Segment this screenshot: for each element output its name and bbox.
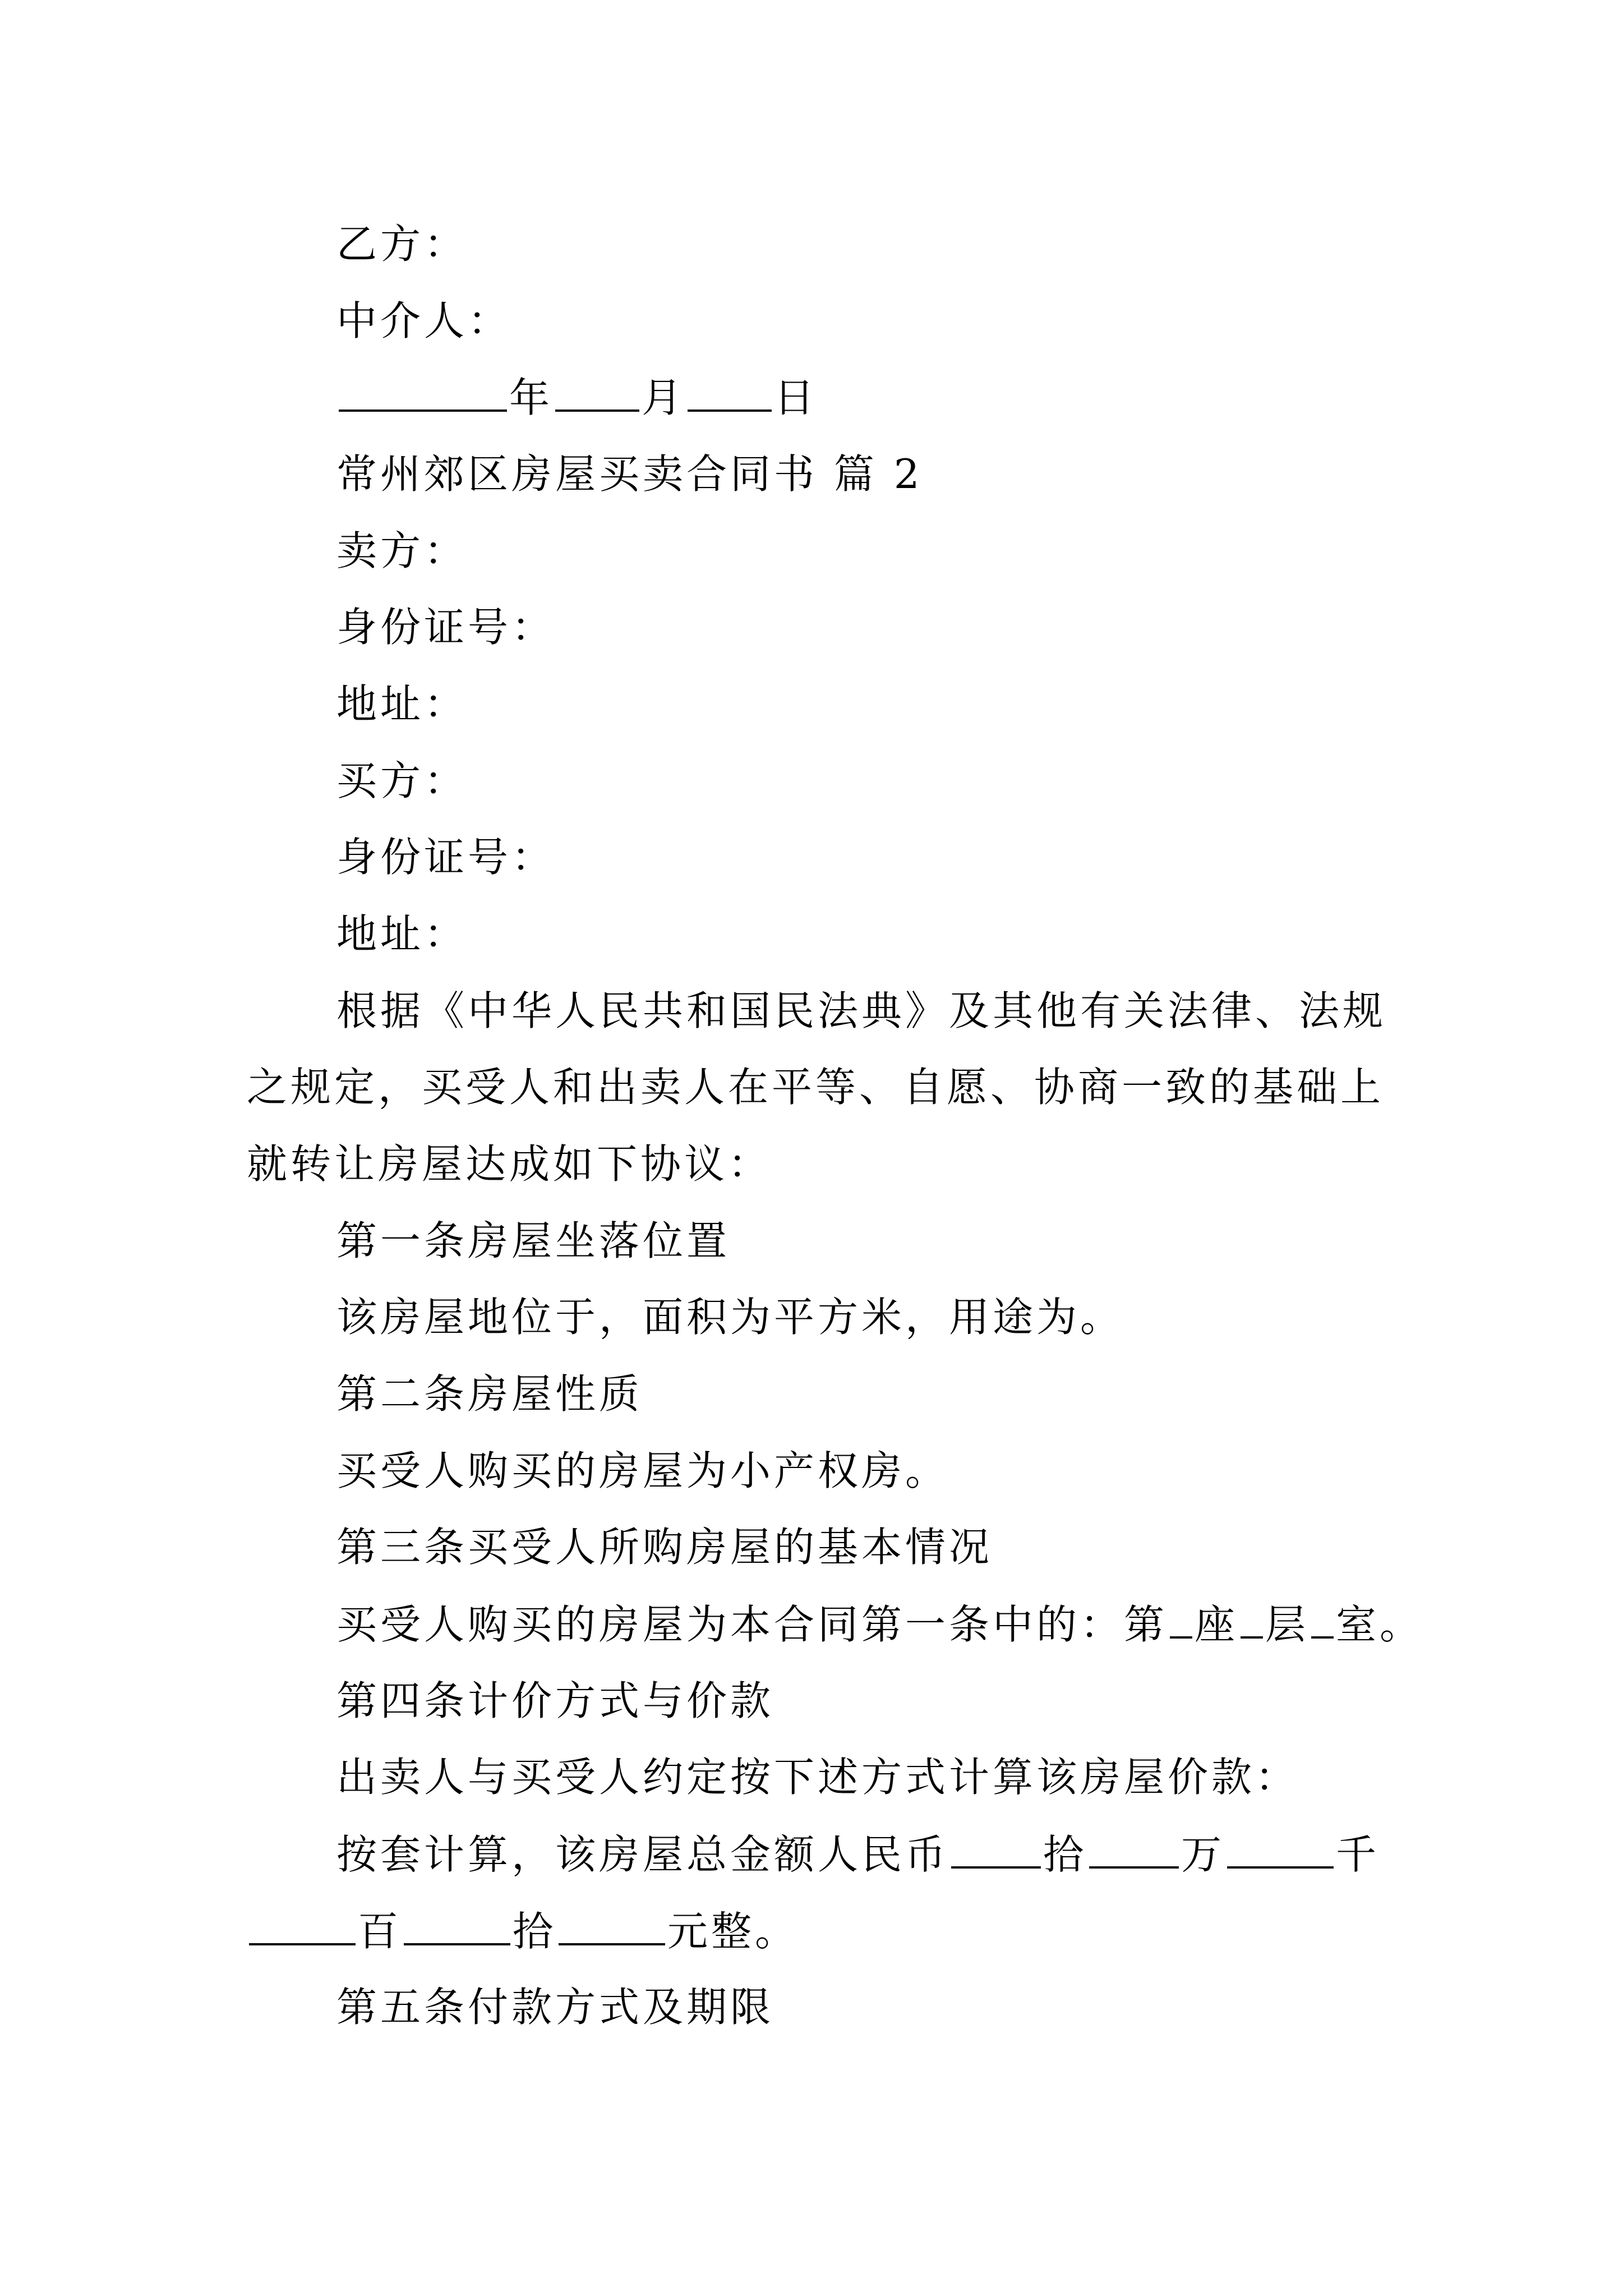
preamble-line-1: 根据《中华人民共和国民法典》及其他有关法律、法规 bbox=[336, 987, 1387, 1034]
price-text: 按套计算，该房屋总金额人民币 bbox=[336, 1831, 949, 1878]
article-1-heading: 第一条房屋坐落位置 bbox=[336, 1217, 731, 1264]
article-4-heading: 第四条计价方式与价款 bbox=[336, 1677, 774, 1724]
article-4-intro: 出卖人与买受人约定按下述方式计算该房屋价款： bbox=[336, 1754, 1299, 1801]
intermediary-label: 中介人： bbox=[336, 297, 512, 344]
floor-label: 层 bbox=[1265, 1601, 1310, 1648]
price-blank-3 bbox=[1227, 1826, 1334, 1869]
seller-id-label: 身份证号： bbox=[336, 604, 556, 651]
day-blank bbox=[688, 369, 772, 412]
unit-bai: 百 bbox=[358, 1908, 402, 1955]
month-blank bbox=[555, 369, 639, 412]
unit-wan: 万 bbox=[1181, 1831, 1225, 1878]
room-label: 室。 bbox=[1336, 1601, 1424, 1648]
price-blank-4 bbox=[249, 1903, 356, 1945]
unit-qian: 千 bbox=[1336, 1831, 1380, 1878]
buyer-address-label: 地址： bbox=[336, 910, 468, 958]
seller-address-label: 地址： bbox=[336, 680, 468, 728]
buyer-id-label: 身份证号： bbox=[336, 834, 556, 881]
floor-blank bbox=[1241, 1596, 1263, 1639]
building-label: 座 bbox=[1195, 1601, 1239, 1648]
month-label: 月 bbox=[642, 374, 686, 421]
unit-shi-1: 拾 bbox=[1043, 1831, 1087, 1878]
article-1-body: 该房屋地位于，面积为平方米，用途为。 bbox=[336, 1294, 1124, 1341]
room-blank bbox=[1311, 1596, 1334, 1639]
price-blank-1 bbox=[951, 1826, 1041, 1869]
price-line-2 bbox=[247, 1903, 799, 1959]
buyer-label: 买方： bbox=[336, 757, 468, 804]
seller-label: 卖方： bbox=[336, 527, 468, 574]
article-3-body bbox=[336, 1596, 1423, 1653]
date-line bbox=[336, 369, 818, 426]
article-5-heading: 第五条付款方式及期限 bbox=[336, 1984, 774, 2031]
year-blank bbox=[339, 369, 507, 412]
article-3-heading: 第三条买受人所购房屋的基本情况 bbox=[336, 1524, 993, 1571]
contract-title: 常州郊区房屋买卖合同书 篇 2 bbox=[336, 450, 923, 498]
price-blank-2 bbox=[1089, 1826, 1179, 1869]
article-3-body-text: 买受人购买的房屋为本合同第一条中的：第 bbox=[336, 1601, 1168, 1648]
price-line-1 bbox=[336, 1826, 1380, 1883]
unit-yuan: 元整。 bbox=[667, 1908, 799, 1955]
year-label: 年 bbox=[509, 374, 554, 421]
price-blank-6 bbox=[559, 1903, 665, 1945]
price-blank-5 bbox=[404, 1903, 510, 1945]
building-blank bbox=[1170, 1596, 1192, 1639]
party-b-label: 乙方： bbox=[336, 220, 468, 268]
day-label: 日 bbox=[774, 374, 818, 421]
preamble-line-2: 之规定，买受人和出卖人在平等、自愿、协商一致的基础上 bbox=[247, 1064, 1385, 1111]
preamble-line-3: 就转让房屋达成如下协议： bbox=[247, 1140, 772, 1188]
article-2-heading: 第二条房屋性质 bbox=[336, 1370, 643, 1418]
unit-shi-2: 拾 bbox=[513, 1908, 557, 1955]
article-2-body: 买受人购买的房屋为小产权房。 bbox=[336, 1447, 949, 1494]
